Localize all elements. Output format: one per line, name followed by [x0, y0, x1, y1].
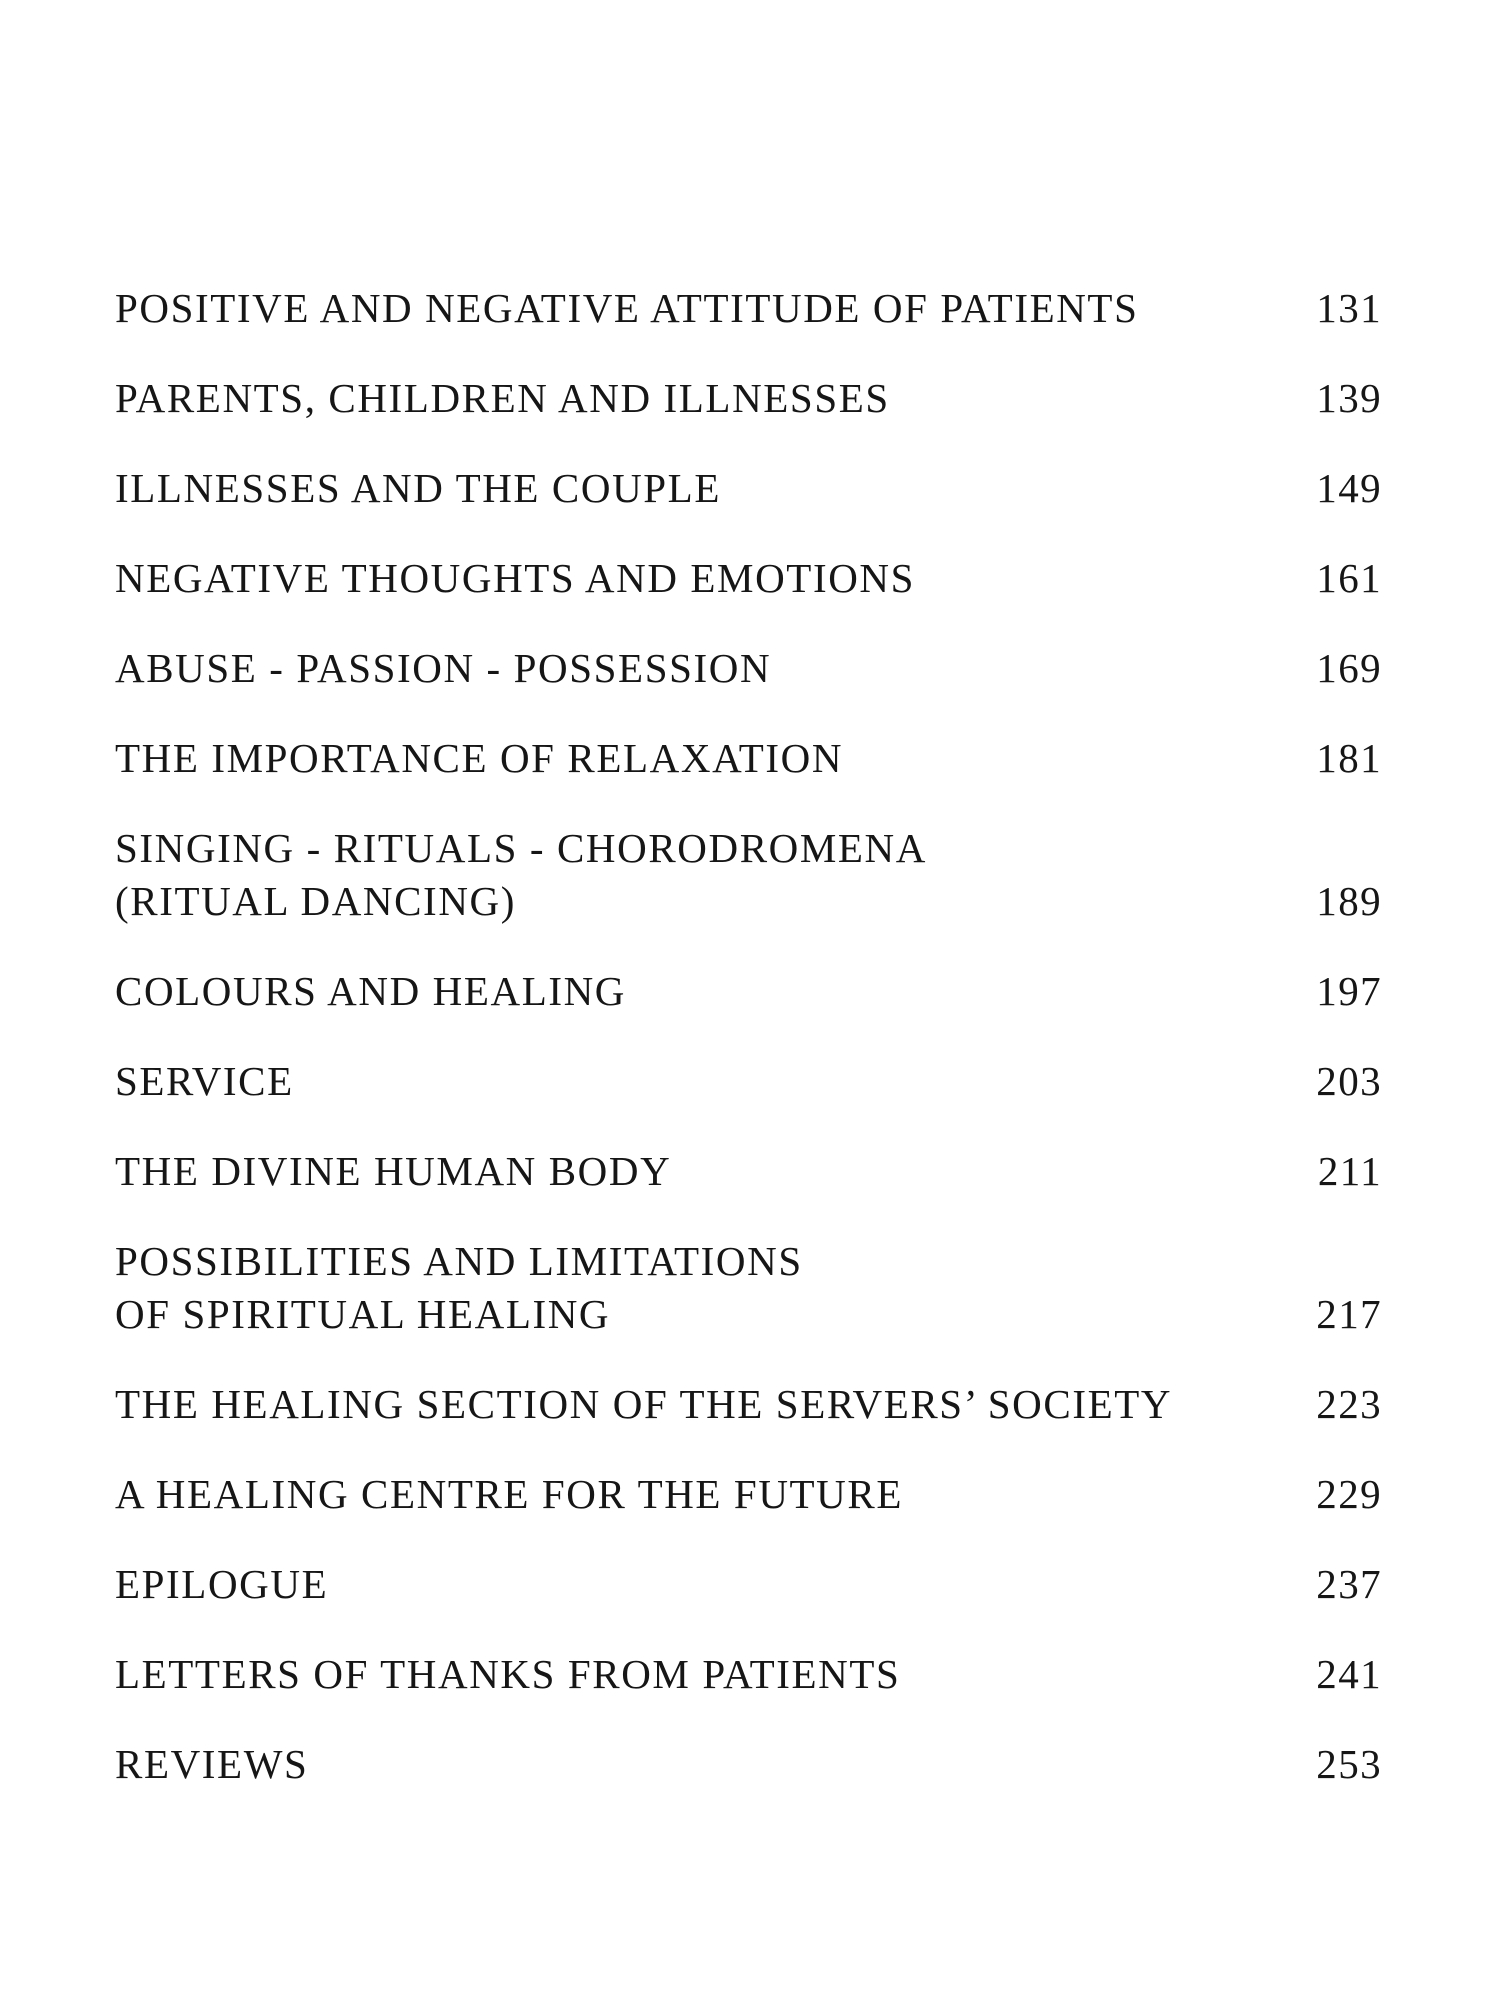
toc-entry-title [115, 1055, 294, 1108]
toc-entry [115, 732, 1387, 785]
toc-entry [115, 1378, 1387, 1431]
toc-entry-title-line: SINGING - RITUALS - CHORODROMENA [115, 825, 927, 871]
toc-entry-page-number: 189 [1316, 878, 1382, 924]
toc-entry [115, 965, 1387, 1018]
toc-entry-title [115, 642, 771, 695]
toc-entry-page-number: 229 [1316, 1471, 1382, 1517]
toc-entry [115, 1235, 1387, 1341]
toc-entry-title [115, 1468, 903, 1521]
toc-entry-title [115, 1558, 328, 1611]
toc-entry-page-number: 223 [1316, 1381, 1382, 1427]
toc-entry-title [115, 965, 626, 1018]
toc-entry-title [115, 462, 721, 515]
toc-entry-title-line: THE HEALING SECTION OF THE SERVERS’ SOCIETY [115, 1381, 1173, 1427]
toc-entry [115, 1468, 1387, 1521]
toc-entry [115, 642, 1387, 695]
toc-entry [115, 1648, 1387, 1701]
toc-entry [115, 1738, 1387, 1791]
toc-entry-title [115, 1738, 308, 1791]
toc-entry-title-line: THE IMPORTANCE OF RELAXATION [115, 735, 844, 781]
toc-entry-title-line: NEGATIVE THOUGHTS AND EMOTIONS [115, 555, 916, 601]
toc-entry-title-line: THE DIVINE HUMAN BODY [115, 1148, 672, 1194]
toc-entry [115, 552, 1387, 605]
toc-entry-page-number: 181 [1316, 735, 1382, 781]
toc-entry [115, 1558, 1387, 1611]
toc-entry-page-number: 237 [1316, 1561, 1382, 1607]
table-of-contents [115, 282, 1387, 1828]
toc-entry-page-number: 149 [1316, 465, 1382, 511]
toc-entry-title [115, 552, 915, 605]
toc-entry-page-number: 131 [1316, 285, 1382, 331]
toc-entry-page-number: 253 [1316, 1741, 1382, 1787]
toc-entry-title-line: LETTERS OF THANKS FROM PATIENTS [115, 1651, 901, 1697]
toc-entry-page-number: 161 [1316, 555, 1382, 601]
toc-entry-page-number: 217 [1316, 1291, 1382, 1337]
toc-entry-title-line: ABUSE - PASSION - POSSESSION [115, 645, 772, 691]
toc-entry-title-line: A HEALING CENTRE FOR THE FUTURE [115, 1471, 903, 1517]
toc-entry-title-line: (RITUAL DANCING) [115, 878, 516, 924]
toc-entry-title [115, 1145, 671, 1198]
toc-entry [115, 372, 1387, 425]
toc-entry-title [115, 1648, 900, 1701]
toc-entry-title-line: PARENTS, CHILDREN AND ILLNESSES [115, 375, 890, 421]
toc-entry-page-number: 139 [1316, 375, 1382, 421]
toc-entry [115, 282, 1387, 335]
toc-entry-title [115, 372, 890, 425]
toc-entry-page-number: 241 [1316, 1651, 1382, 1697]
toc-entry-title-line: COLOURS AND HEALING [115, 968, 627, 1014]
toc-entry-page-number: 197 [1316, 968, 1382, 1014]
toc-entry-page-number: 169 [1316, 645, 1382, 691]
toc-entry [115, 822, 1387, 928]
toc-entry-page-number: 203 [1316, 1058, 1382, 1104]
toc-entry [115, 1145, 1387, 1198]
toc-entry-title [115, 732, 843, 785]
toc-entry-page-number: 211 [1317, 1148, 1382, 1194]
toc-entry-title-line: POSITIVE AND NEGATIVE ATTITUDE OF PATIENTS [115, 285, 1139, 331]
toc-entry-title-line: EPILOGUE [115, 1561, 329, 1607]
toc-entry-title-line: REVIEWS [115, 1741, 309, 1787]
toc-entry-title [115, 822, 927, 928]
toc-entry-title-line: POSSIBILITIES AND LIMITATIONS [115, 1238, 803, 1284]
toc-entry-title-line: SERVICE [115, 1058, 294, 1104]
toc-entry [115, 462, 1387, 515]
toc-entry-title-line: ILLNESSES AND THE COUPLE [115, 465, 721, 511]
toc-entry-title [115, 1235, 803, 1341]
toc-entry-title-line: OF SPIRITUAL HEALING [115, 1291, 611, 1337]
toc-entry-title [115, 282, 1138, 335]
toc-entry-title [115, 1378, 1172, 1431]
toc-entry [115, 1055, 1387, 1108]
